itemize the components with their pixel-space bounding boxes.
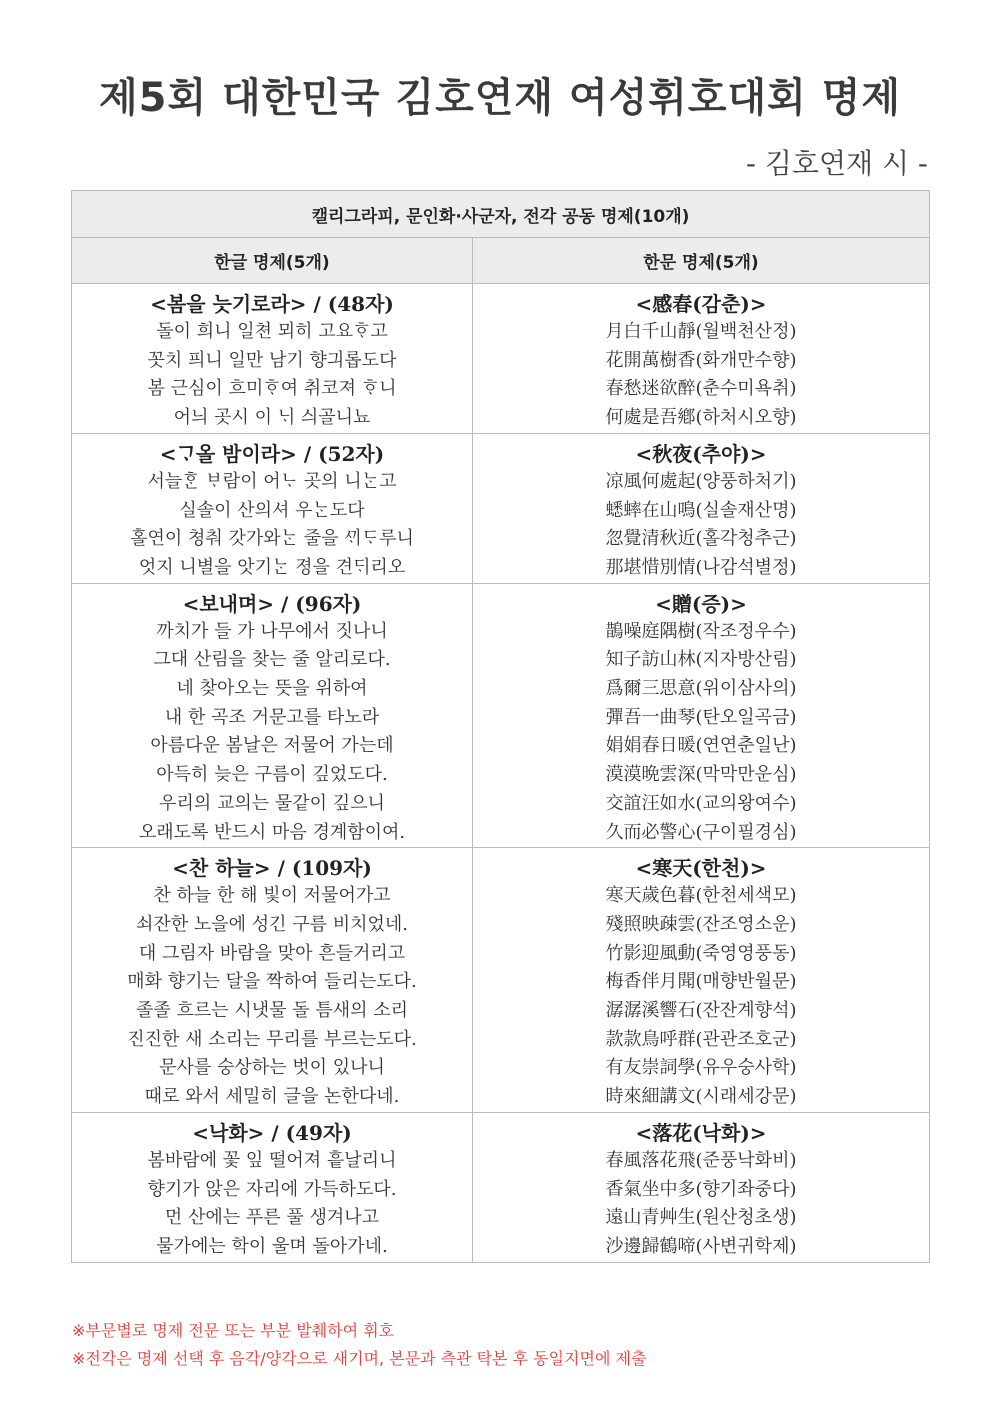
korean-poem-line: 실솔이 산의셔 우ᄂᆞᆫ도다: [179, 499, 365, 521]
hanmun-poem-line: 月白千山靜(월백천산정): [605, 321, 797, 342]
hanmun-poem-line: 彈吾一曲琴(탄오일곡금): [605, 706, 797, 728]
table-row: [72, 1112, 930, 1262]
korean-poem-line: 돌이 희니 일쳔 뫼히 고요ᄒᆞ고: [156, 321, 388, 342]
korean-poem-line: 쇠잔한 노을에 성긴 구름 비치었네.: [135, 913, 409, 935]
hanmun-poem-line: 殘照映疎雲(잔조영소운): [605, 913, 797, 935]
korean-poem-line: 꼿치 픠니 일만 남기 향긔롭도다: [147, 349, 397, 371]
korean-poem-cell: [72, 583, 473, 848]
korean-poem-line: 먼 산에는 푸른 풀 생겨나고: [164, 1207, 380, 1229]
hanmun-poem-cell: [473, 583, 930, 848]
table-row: [72, 583, 930, 848]
hanmun-column-header: 한문 명제(5개): [473, 238, 930, 284]
hanmun-poem-cell: [473, 1112, 930, 1262]
hanmun-poem-line: 忽覺清秋近(홀각청추근): [605, 528, 797, 550]
hanmun-poem-line: 梅香伴月聞(매향반월문): [605, 971, 797, 993]
hanmun-poem-title: <秋夜(추야)>: [635, 441, 767, 466]
character-count: / (49자): [264, 1120, 352, 1145]
character-count: / (52자): [296, 441, 385, 466]
korean-poem-title: [72, 1113, 472, 1147]
hanmun-poem-line: 春愁迷欲醉(춘수미욕취): [605, 378, 797, 400]
korean-poem-line: 매화 향기는 달을 짝하여 들리는도다.: [127, 971, 417, 993]
table-row: [72, 284, 930, 434]
korean-poem-line: 봄바람에 꽃 잎 떨어져 흩날리니: [147, 1149, 397, 1171]
korean-poem-title: [72, 284, 472, 318]
hanmun-poem-line: 那堪惜別情(나감석별정): [605, 556, 797, 578]
korean-poem-line: 아득히 늦은 구름이 깊었도다.: [156, 764, 388, 786]
hanmun-poem-line: 娟娟春日暖(연연춘일난): [605, 735, 797, 757]
character-count: / (109자): [270, 856, 372, 881]
korean-poem-cell: [72, 848, 473, 1113]
korean-poem-line: 어늬 곳시 이 ᄂᆡ 싀골니뇨: [173, 407, 371, 429]
korean-poem-line: 봄 근심이 흐미ᄒᆞ여 취코져 ᄒᆞ니: [147, 378, 397, 400]
table-row: [72, 433, 930, 583]
notes: [72, 1317, 646, 1373]
korean-poem-line: 진진한 새 소리는 무리를 부르는도다.: [127, 1028, 417, 1050]
korean-poem-line: 향기가 앉은 자리에 가득하도다.: [147, 1178, 397, 1200]
page-subtitle: - 김호연재 시 -: [745, 147, 928, 180]
korean-poem-cell: [72, 433, 473, 583]
hanmun-poem-title: <落花(낙화)>: [635, 1120, 767, 1145]
korean-poem-line: 문사를 숭상하는 벗이 있나니: [159, 1057, 385, 1079]
table-header: 캘리그라피, 문인화·사군자, 전각 공동 명제(10개): [72, 191, 930, 238]
hanmun-poem-line: 久而必警心(구이필경심): [605, 821, 797, 843]
korean-poem-line: 졸졸 흐르는 시냇물 돌 틈새의 소리: [135, 1000, 409, 1022]
hanmun-poem-title: <寒天(한천)>: [635, 856, 767, 881]
korean-poem-line: 때로 와서 세밀히 글을 논한다네.: [144, 1086, 400, 1108]
korean-poem-title: [72, 848, 472, 882]
hanmun-poem-line: 爲爾三思意(위이삼사의): [605, 678, 797, 700]
korean-poem-line: 대 그림자 바람을 맞아 흔들거리고: [138, 942, 406, 964]
hanmun-poem-line: 鵲噪庭隅樹(작조정우수): [605, 620, 797, 642]
korean-poem-line: 홀연이 쳥춰 갓가와ᄂᆞᆫ 줄을 ᄭᆡᄃᆞ루니: [130, 528, 414, 550]
hanmun-poem-line: 交誼汪如水(교의왕여수): [605, 792, 797, 814]
korean-poem-title-text: <봄을 늣기로라>: [150, 292, 307, 316]
korean-column-header: 한글 명제(5개): [72, 238, 473, 284]
hanmun-poem-line: 漠漠晩雲深(막막만운심): [605, 764, 797, 786]
hanmun-poem-line: 時來細講文(시래세강문): [605, 1086, 797, 1108]
hanmun-poem-line: 何處是吾鄕(하처시오향): [605, 407, 797, 429]
character-count: / (96자): [274, 591, 362, 616]
hanmun-poem-cell: [473, 284, 930, 434]
note-1: ※부문별로 명제 전문 또는 부분 발췌하여 휘호: [72, 1321, 395, 1340]
hanmun-poem-line: 知子訪山林(지자방산림): [605, 649, 797, 671]
hanmun-poem-line: 潺潺溪響石(잔잔계향석): [605, 1000, 797, 1022]
hanmun-poem-line: 凉風何處起(양풍하처기): [605, 470, 797, 492]
hanmun-poem-line: 竹影迎風動(죽영영풍동): [605, 942, 797, 964]
korean-poem-line: 서늘ᄒᆞᆫ ᄇᆞ람이 어ᄂᆞ 곳의 니ᄂᆞᆫ고: [147, 470, 397, 492]
character-count: / (48자): [306, 292, 394, 316]
hanmun-poem-title: <感春(감춘)>: [635, 292, 767, 316]
korean-poem-cell: [72, 284, 473, 434]
hanmun-poem-line: 沙邊歸鶴啼(사변귀학제): [605, 1235, 797, 1257]
korean-poem-line: 찬 하늘 한 해 빛이 저물어가고: [153, 885, 391, 907]
korean-poem-line: 오래도록 반드시 마음 경계함이여.: [138, 821, 406, 843]
korean-poem-cell: [72, 1112, 473, 1262]
korean-poem-line: 엇지 니별을 앗기ᄂᆞᆫ 졍을 견ᄃᆡ리오: [138, 556, 406, 578]
hanmun-poem-title: <贈(증)>: [655, 591, 747, 616]
hanmun-poem-line: 春風落花飛(준풍낙화비): [605, 1149, 797, 1171]
korean-poem-title-text: <찬 하늘>: [172, 856, 271, 881]
hanmun-poem-line: 香氣坐中多(향기좌중다): [605, 1178, 797, 1200]
hanmun-poem-line: 款款鳥呼群(관관조호군): [605, 1028, 797, 1050]
korean-poem-title: [72, 584, 472, 618]
korean-poem-title-text: <ᄀᆞ올 밤이라>: [159, 441, 297, 466]
hanmun-poem-line: 有友崇詞學(유우숭사학): [605, 1057, 797, 1079]
hanmun-poem-line: 蟋蟀在山鳴(실솔재산명): [605, 499, 797, 521]
korean-poem-line: 까치가 들 가 나무에서 짓나니: [156, 620, 388, 642]
korean-poem-line: 내 한 곡조 거문고를 타노라: [164, 706, 380, 728]
korean-poem-line: 그대 산림을 찾는 줄 알리로다.: [153, 649, 391, 671]
korean-poem-title-text: <낙화>: [192, 1120, 265, 1145]
table-body: [72, 284, 930, 1263]
hanmun-poem-line: 遠山青艸生(원산청초생): [605, 1207, 797, 1229]
korean-poem-line: 우리의 교의는 물같이 깊으니: [159, 792, 385, 814]
korean-poem-title-text: <보내며>: [182, 591, 275, 616]
korean-poem-title: [72, 434, 472, 468]
hanmun-poem-cell: [473, 848, 930, 1113]
page-title: 제5회 대한민국 김호연재 여성휘호대회 명제: [98, 75, 902, 121]
korean-poem-line: 아름다운 봄날은 저물어 가는데: [150, 735, 394, 757]
korean-poem-line: 네 찾아오는 뜻을 위하여: [176, 678, 368, 700]
hanmun-poem-cell: [473, 433, 930, 583]
note-2: ※전각은 명제 선택 후 음각/양각으로 새기며, 본문과 측관 탁본 후 동일지면에 제출: [72, 1349, 647, 1368]
table-row: [72, 848, 930, 1113]
topic-table: [71, 190, 930, 1263]
hanmun-poem-line: 寒天歲色暮(한천세색모): [605, 885, 797, 907]
hanmun-poem-line: 花開萬樹香(화개만수향): [605, 349, 797, 371]
korean-poem-line: 물가에는 학이 울며 돌아가네.: [156, 1235, 388, 1257]
